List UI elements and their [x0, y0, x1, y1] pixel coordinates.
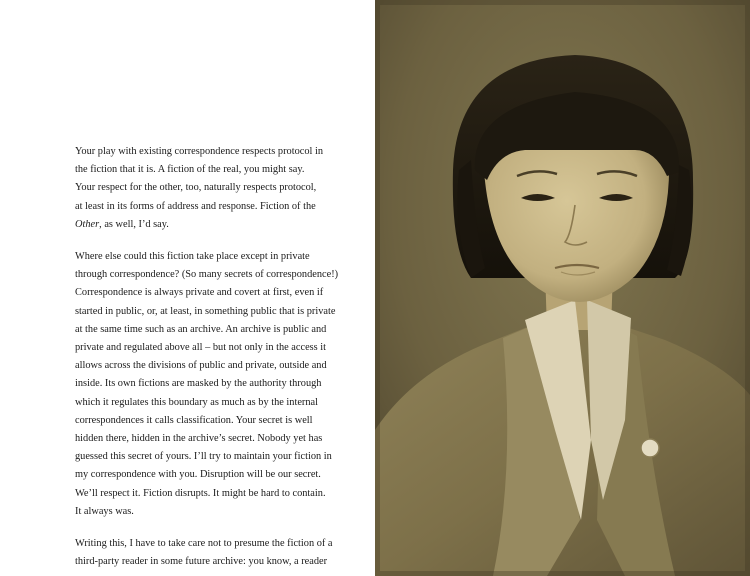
text-line	[75, 179, 327, 197]
text-line	[75, 321, 327, 339]
text-span: hidden there, hidden in the archive’s secret. Nobody yet has	[75, 433, 323, 445]
paragraph-gap	[75, 234, 327, 248]
text-line	[75, 553, 327, 571]
text-span: Your respect for the other, too, naturally respects protocol,	[75, 182, 317, 194]
text-line	[75, 412, 327, 430]
text-line	[75, 143, 327, 161]
text-span: , as well, I’d say.	[99, 218, 169, 230]
text-span: third-party reader in some future archive: you know, a reader	[75, 556, 328, 568]
text-span: guessed this secret of yours. I’ll try to maintain your fiction in	[75, 451, 332, 463]
italic-text: Other	[75, 218, 100, 230]
text-span: inside. Its own fictions are masked by the authority through	[75, 378, 322, 390]
text-line	[75, 198, 327, 216]
paragraph	[75, 248, 339, 521]
paragraph	[75, 143, 327, 234]
text-line	[75, 357, 327, 375]
text-span: at least in its forms of address and response. Fiction of the	[75, 200, 316, 212]
portrait-photograph	[375, 0, 750, 576]
text-line	[75, 339, 327, 357]
text-line	[75, 394, 327, 412]
text-span: We’ll respect it. Fiction disrupts. It might be hard to contain.	[75, 487, 326, 499]
right-photo-page	[375, 0, 750, 576]
text-line	[75, 248, 327, 266]
text-span: allows across the divisions of public and private, outside and	[75, 360, 327, 372]
text-span: It always was.	[75, 505, 134, 517]
text-span: Your play with existing correspondence respects protocol in	[75, 146, 324, 157]
text-line	[75, 466, 327, 484]
text-span: through correspondence? (So many secrets of correspondence!)	[75, 269, 339, 281]
text-span: Where else could this fiction take place except in private	[75, 251, 310, 263]
text-span: correspondences it calls classification. Your secret is well	[75, 414, 313, 426]
text-line	[75, 535, 333, 553]
text-span: Writing this, I have to take care not to presume the fiction of a	[75, 538, 333, 550]
text-line	[75, 266, 339, 284]
text-span: at the same time such as an archive. An archive is public and	[75, 323, 327, 335]
paragraph	[75, 535, 333, 571]
text-span: which it regulates this boundary as much as by the internal	[75, 396, 319, 408]
text-line	[75, 448, 332, 466]
text-line	[75, 216, 327, 234]
text-line	[75, 375, 327, 393]
text-span: Correspondence is always private and covert at first, even if	[75, 287, 324, 299]
text-span: started in public, or, at least, in something public that is private	[75, 305, 336, 317]
text-line	[75, 485, 327, 503]
text-line	[75, 284, 327, 302]
text-line	[75, 430, 327, 448]
collar-pin	[641, 439, 659, 457]
paragraph-gap	[75, 521, 327, 535]
text-line	[75, 303, 336, 321]
text-span: my correspondence with you. Disruption will be our secret.	[75, 469, 321, 481]
body-text	[75, 143, 339, 571]
text-span: private and regulated above all – but not only in the access it	[75, 342, 327, 354]
text-line	[75, 503, 327, 521]
text-line	[75, 161, 327, 179]
text-span: the fiction that it is. A fiction of the real, you might say.	[75, 164, 305, 176]
